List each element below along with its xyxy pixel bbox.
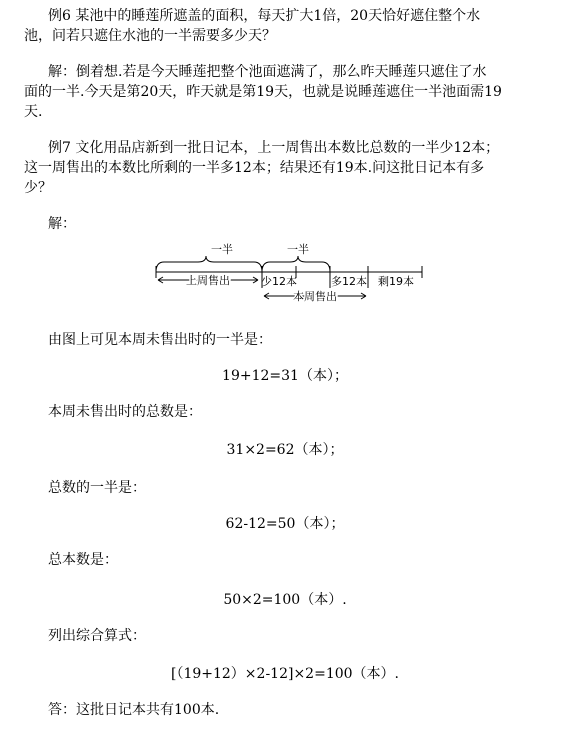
- half-label-2: 一半: [287, 243, 309, 256]
- remaining-19-label: 剩19本: [378, 275, 414, 288]
- example6-line1: 例6 某池中的睡莲所遮盖的面积，每天扩大1倍，20天恰好遮住整个水: [48, 8, 481, 24]
- solution6-line2: 面的一半.今天是第20天，昨天就是第19天，也就是说睡莲遮住一半池面需19: [24, 84, 502, 100]
- step3-formula: 62-12=50（本）；: [225, 516, 345, 532]
- less-12-label: 少12本: [261, 275, 297, 288]
- step3-text: 总数的一半是：: [48, 480, 146, 496]
- answer: 答：这批日记本共有100本.: [48, 702, 220, 718]
- solution6-line3: 天.: [24, 104, 43, 120]
- more-12-label: 多12本: [331, 275, 367, 288]
- step2-formula: 31×2=62（本）；: [226, 442, 344, 458]
- example7-line2: 这一周售出的本数比所剩的一半多12本；结果还有19本.问这批日记本有多: [24, 160, 485, 176]
- half-label-1: 一半: [211, 243, 233, 256]
- example7-line3: 少？: [24, 180, 52, 196]
- this-week-sold-label: 本周售出: [293, 290, 337, 303]
- step5-formula: [（19+12）×2-12]×2=100（本）.: [170, 666, 399, 682]
- step5-text: 列出综合算式：: [48, 628, 146, 644]
- solution6-line1: 解：倒着想.若是今天睡莲把整个池面遮满了，那么昨天睡莲只遮住了水: [48, 64, 487, 80]
- step1-formula: 19+12=31（本）；: [222, 368, 348, 384]
- step2-text: 本周未售出时的总数是：: [48, 404, 202, 420]
- line-segment-diagram: [150, 240, 430, 304]
- example7-line1: 例7 文化用品店新到一批日记本，上一周售出本数比总数的一半少12本；: [48, 140, 500, 156]
- last-week-sold-label: 上周售出: [186, 274, 230, 287]
- step4-text: 总本数是：: [48, 552, 118, 568]
- step1-text: 由图上可见本周未售出时的一半是：: [48, 332, 272, 348]
- step4-formula: 50×2=100（本）.: [223, 592, 347, 608]
- example6-line2: 池，问若只遮住水池的一半需要多少天？: [24, 28, 276, 44]
- half-brace-1: [156, 256, 262, 272]
- solution7-label: 解：: [48, 216, 76, 232]
